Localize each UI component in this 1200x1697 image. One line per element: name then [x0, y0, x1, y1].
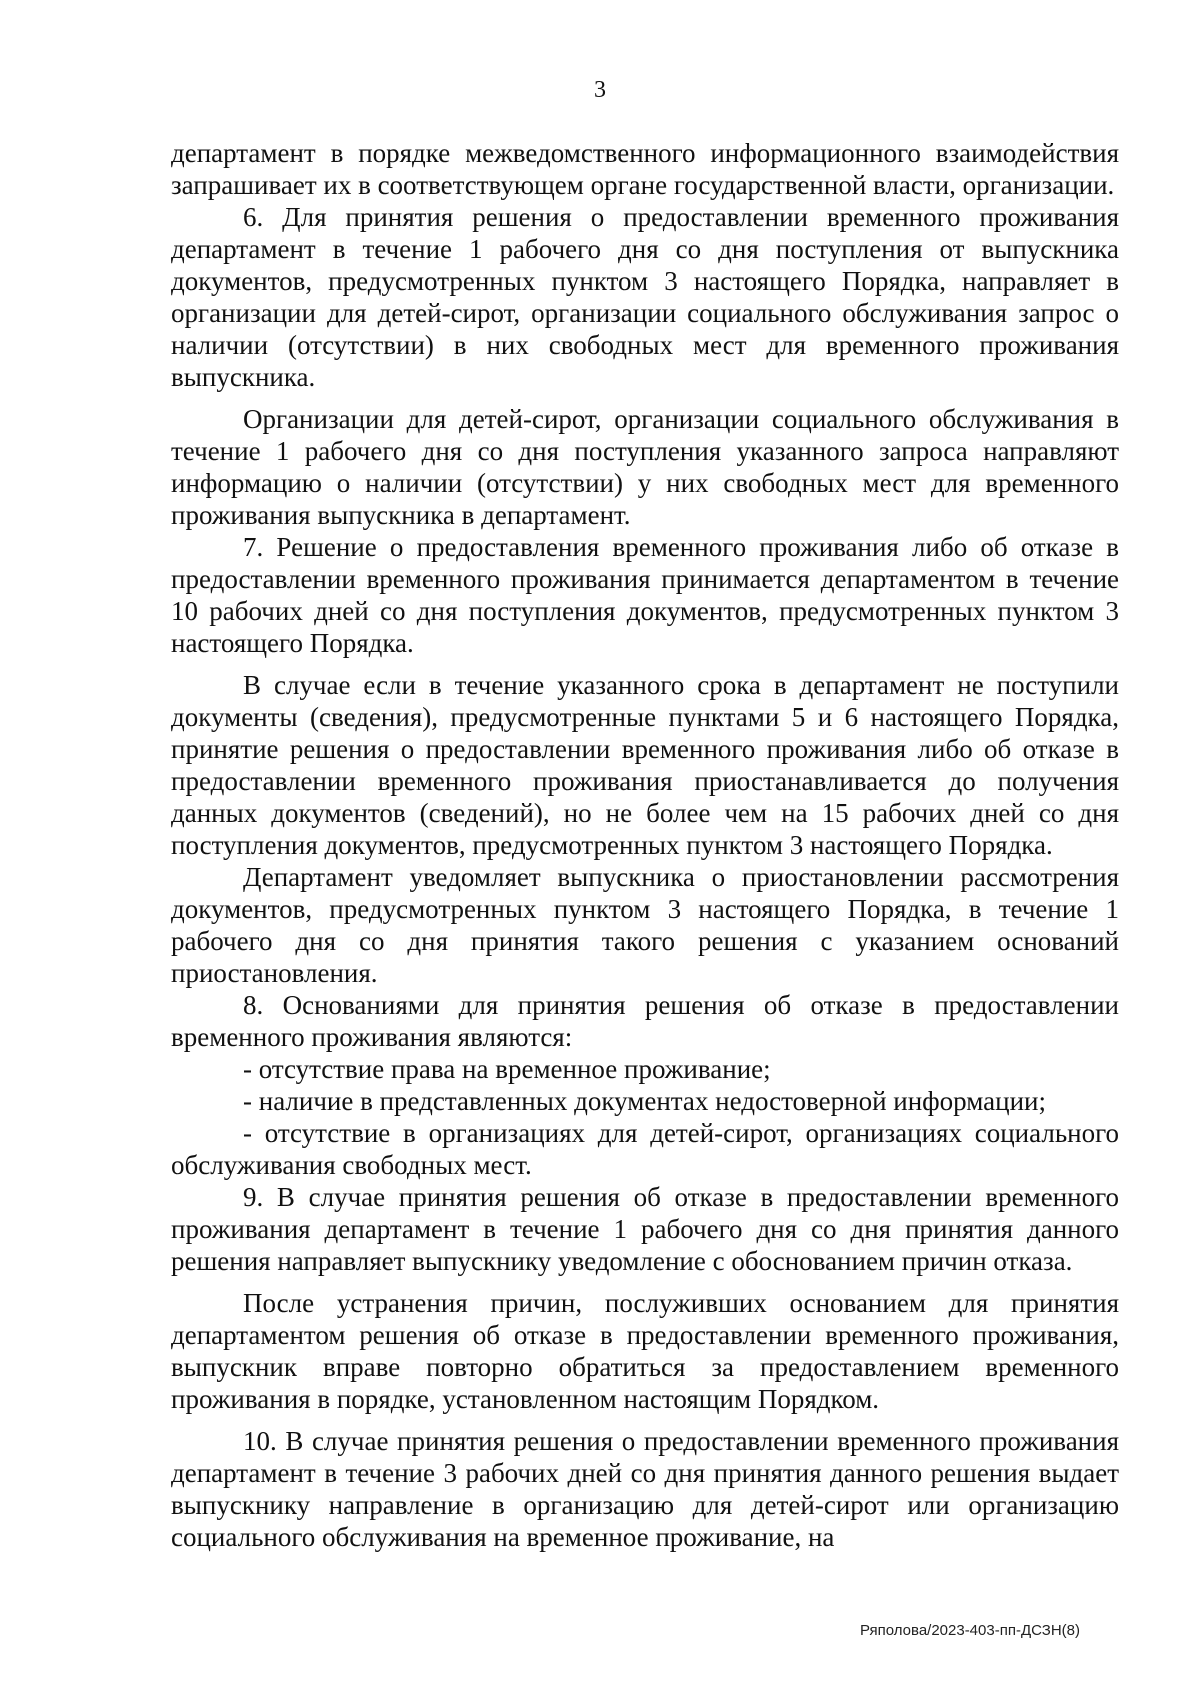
paragraph-suspension: В случае если в течение указанного срока в департамент не поступили документы (сведения), предусмотренные пунктами 5 и 6 настоящего Порядка, принятие решения о предоставлении временного проживания либо об отказе в предоставлении временного проживания приостанавливается до получения данных документов (сведений), но не более чем на 15 рабочих дней со дня поступления документов, предусмотренных пунктом 3 настоящего Порядка.	[171, 670, 1119, 860]
paragraph-item-10: 10. В случае принятия решения о предоставлении временного проживания департамент в течение 3 рабочих дней со дня принятия данного решения выдает выпускнику направление в организацию для детей-сирот или организацию социального обслуживания на временное проживание, на	[171, 1426, 1119, 1552]
document-body	[171, 137, 1119, 1553]
list-item-no-places: - отсутствие в организациях для детей-сирот, организациях социального обслуживания свободных мест.	[171, 1118, 1119, 1180]
page-number: 3	[594, 77, 606, 103]
list-item-false-info: - наличие в представленных документах недостоверной информации;	[243, 1086, 1046, 1116]
list-item-no-right: - отсутствие права на временное проживание;	[243, 1054, 771, 1084]
paragraph-item-7: 7. Решение о предоставления временного проживания либо об отказе в предоставлении временного проживания принимается департаментом в течение 10 рабочих дней со дня поступления документов, предусмотренных пунктом 3 настоящего Порядка.	[171, 532, 1119, 658]
paragraph-continuation: департамент в порядке межведомственного информационного взаимодействия запрашивает их в соответствующем органе государственной власти, организации.	[171, 138, 1119, 200]
paragraph-item-6: 6. Для принятия решения о предоставлении временного проживания департамент в течение 1 рабочего дня со дня поступления от выпускника документов, предусмотренных пунктом 3 настоящего Порядка, направляет в организации для детей-сирот, организации социального обслуживания запрос о наличии (отсутствии) в них свободных мест для временного проживания выпускника.	[171, 202, 1119, 392]
paragraph-item-9: 9. В случае принятия решения об отказе в предоставлении временного проживания департамент в течение 1 рабочего дня со дня принятия данного решения направляет выпускнику уведомление с обоснованием причин отказа.	[171, 1182, 1119, 1276]
paragraph-organizations-response: Организации для детей-сирот, организации социального обслуживания в течение 1 рабочего дня со дня поступления указанного запроса направляют информацию о наличии (отсутствии) у них свободных мест для временного проживания выпускника в департамент.	[171, 404, 1119, 530]
paragraph-reapply: После устранения причин, послуживших основанием для принятия департаментом решения об отказе в предоставлении временного проживания, выпускник вправе повторно обратиться за предоставлением временного проживания в порядке, установленном настоящим Порядком.	[171, 1288, 1119, 1414]
paragraph-notification: Департамент уведомляет выпускника о приостановлении рассмотрения документов, предусмотренных пунктом 3 настоящего Порядка, в течение 1 рабочего дня со дня принятия такого решения с указанием оснований приостановления.	[171, 862, 1119, 988]
document-code: Ряполова/2023-403-пп-ДСЗН(8)	[859, 1622, 1080, 1639]
paragraph-item-8: 8. Основаниями для принятия решения об отказе в предоставлении временного проживания являются:	[171, 990, 1119, 1052]
